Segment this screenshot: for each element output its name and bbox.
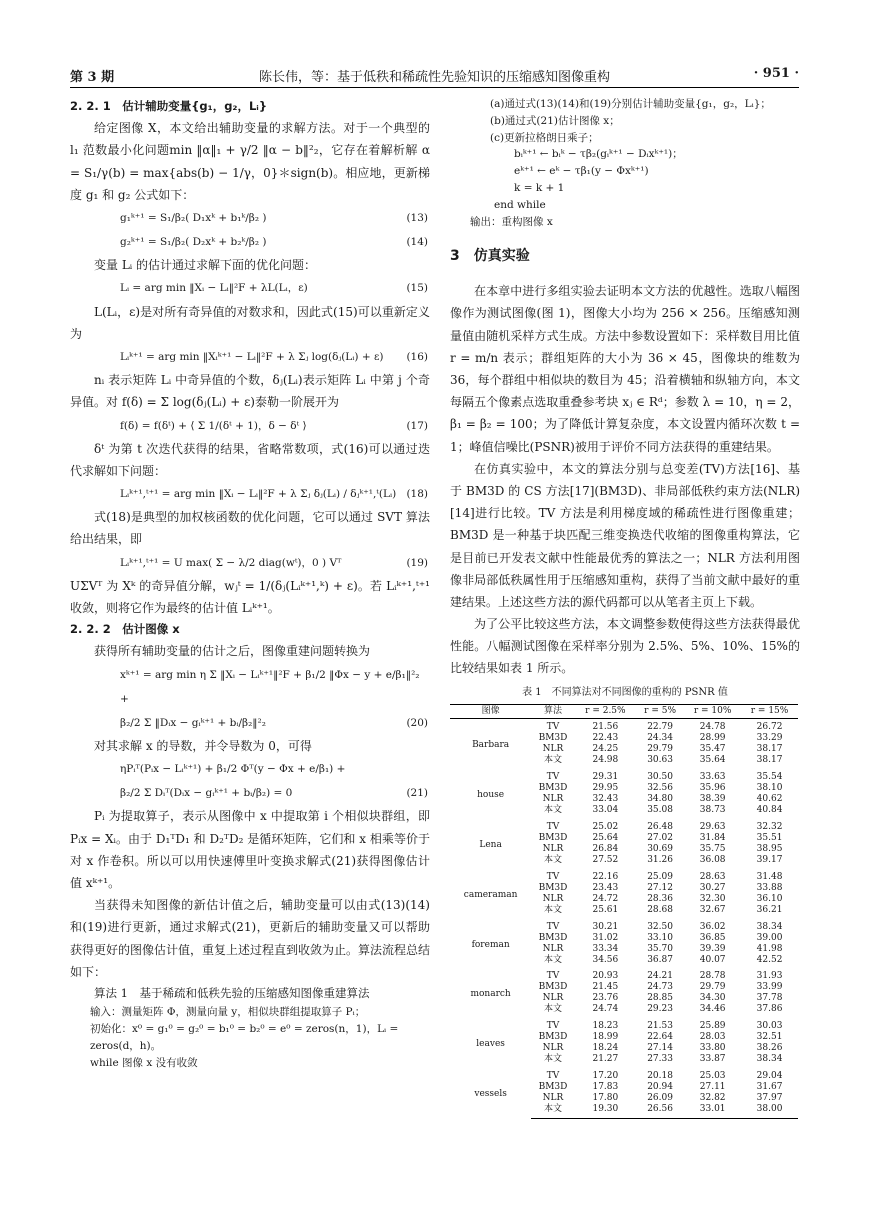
psnr-cell: 41.98 <box>756 943 783 954</box>
psnr-cell: 38.39 <box>699 793 726 804</box>
psnr-cell: 22.16 <box>592 871 619 882</box>
psnr-cell: 21.45 <box>592 982 619 993</box>
algorithm-step-c3: k = k + 1 <box>514 181 565 194</box>
psnr-cell: 24.21 <box>647 971 673 982</box>
algorithm-end: end while <box>494 198 546 211</box>
psnr-cell: 24.25 <box>592 744 619 755</box>
psnr-cell: 33.04 <box>592 804 619 815</box>
psnr-cell: 32.50 <box>647 921 673 932</box>
image-name-cell: monarch <box>470 989 511 1000</box>
psnr-cell: 29.31 <box>592 771 619 782</box>
table-header-row <box>450 705 798 719</box>
method-cell: BM3D <box>538 782 568 793</box>
psnr-cell: 34.56 <box>592 954 619 965</box>
table-row <box>450 869 798 883</box>
psnr-cell: 33.80 <box>699 1043 726 1054</box>
table-row <box>450 1068 798 1082</box>
psnr-cell: 42.52 <box>756 954 783 965</box>
image-name-cell: cameraman <box>463 889 518 900</box>
paragraph: 在本章中进行多组实验去证明本文方法的优越性。选取八幅图像作为测试图像(图 1)，图像大小均为 256 × 256。压缩感知测量值由随机采样方式生成。方法中参数设置如下：采样数目用比值 r = m/n 表示；群组矩阵的大小为 36 × 45，图像块的维数为 36，每个群组中相似块的数目为 45；沿着横轴和纵轴方向，本文每隔五个像素点选取重叠参考块 xⱼ ∈ Rᵈ；参数 λ = 10，η = 2，β₁ = β₂ = 100；为了降低计算复杂度，本文设置内循环次数 t = 1；峰值信噪比(PSNR)被用于评价不同方法获得的重建结果。 <box>450 284 800 454</box>
method-cell: BM3D <box>538 733 568 744</box>
image-name-cell: Barbara <box>472 740 510 751</box>
method-cell: NLR <box>542 793 564 804</box>
method-cell: BM3D <box>538 882 568 893</box>
psnr-cell: 33.88 <box>756 882 783 893</box>
psnr-cell: 26.72 <box>756 722 783 733</box>
psnr-cell: 38.73 <box>699 804 726 815</box>
header-cell: r = 2.5% <box>575 705 636 719</box>
image-name-cell: Lena <box>479 839 502 850</box>
paragraph: 获得所有辅助变量的估计之后，图像重建问题转换为 <box>94 644 371 659</box>
psnr-cell: 22.79 <box>647 722 673 733</box>
psnr-cell: 34.46 <box>699 1004 726 1015</box>
psnr-cell: 21.56 <box>592 722 619 733</box>
method-cell: BM3D <box>538 982 568 993</box>
psnr-cell: 18.24 <box>592 1043 619 1054</box>
psnr-cell: 26.09 <box>647 1093 673 1104</box>
psnr-cell: 32.82 <box>699 1093 726 1104</box>
equation-14: g₂ᵏ⁺¹ = S₁/β₂( D₂xᵏ + b₂ᵏ/β₂ ) (14) <box>120 236 428 249</box>
psnr-cell: 30.50 <box>647 771 673 782</box>
psnr-cell: 28.03 <box>699 1032 726 1043</box>
psnr-cell: 40.62 <box>756 793 783 804</box>
method-cell: TV <box>546 722 560 733</box>
psnr-cell: 33.10 <box>647 932 673 943</box>
psnr-cell: 38.26 <box>756 1043 783 1054</box>
method-cell: TV <box>546 1021 560 1032</box>
psnr-cell: 33.01 <box>684 1104 741 1118</box>
psnr-cell: 35.08 <box>647 804 673 815</box>
equation-20-line2: β₂/2 Σ ‖Dᵢx − gᵢᵏ⁺¹ + bᵢ/β₂‖²₂ (20) <box>120 716 428 729</box>
psnr-cell: 31.93 <box>756 971 783 982</box>
psnr-cell: 36.85 <box>699 932 726 943</box>
method-cell: TV <box>546 921 560 932</box>
image-name-cell: foreman <box>471 939 510 950</box>
algorithm-while: while 图像 x 没有收敛 <box>90 1056 198 1069</box>
psnr-cell: 33.29 <box>756 733 783 744</box>
psnr-cell: 35.47 <box>699 744 726 755</box>
psnr-cell: 36.21 <box>756 904 783 915</box>
psnr-cell: 24.74 <box>592 1004 619 1015</box>
psnr-cell: 35.96 <box>699 782 726 793</box>
equation-18: Lᵢᵏ⁺¹,ᵗ⁺¹ = arg min ‖Xᵢ − Lᵢ‖²F + λ Σⱼ δⱼ(Lᵢ) / δⱼᵏ⁺¹,ᵗ(Lᵢ) (18) <box>120 488 428 501</box>
psnr-cell: 40.07 <box>699 954 726 965</box>
algorithm-init: 初始化：x⁰ = g₁⁰ = g₂⁰ = b₁⁰ = b₂⁰ = e⁰ = zeros(n，1)，Lᵢ = zeros(d，h)。 <box>90 1022 399 1052</box>
psnr-cell: 18.99 <box>592 1032 619 1043</box>
table-row <box>450 968 798 982</box>
psnr-cell: 39.39 <box>699 943 726 954</box>
psnr-cell: 33.99 <box>756 982 783 993</box>
method-cell: TV <box>546 1071 560 1082</box>
method-cell: NLR <box>542 1043 564 1054</box>
table-row <box>450 919 798 933</box>
method-cell: BM3D <box>538 832 568 843</box>
psnr-cell: 39.00 <box>756 932 783 943</box>
psnr-cell: 31.02 <box>592 932 619 943</box>
issue-number: 第 3 期 <box>70 70 115 85</box>
psnr-cell: 32.43 <box>592 793 619 804</box>
method-cell: 本文 <box>543 904 562 915</box>
right-column <box>450 96 800 1119</box>
method-cell: NLR <box>542 744 564 755</box>
psnr-cell: 27.52 <box>592 854 619 865</box>
psnr-cell: 38.95 <box>756 843 783 854</box>
method-cell: NLR <box>542 893 564 904</box>
psnr-cell: 26.48 <box>647 821 673 832</box>
psnr-cell: 34.30 <box>699 993 726 1004</box>
method-cell: 本文 <box>543 804 562 815</box>
running-title: 陈长伟，等：基于低秩和稀疏性先验知识的压缩感知图像重构 <box>258 70 610 85</box>
psnr-cell: 21.27 <box>592 1054 619 1065</box>
psnr-cell: 25.02 <box>592 821 619 832</box>
psnr-cell: 31.26 <box>647 854 673 865</box>
psnr-cell: 39.17 <box>756 854 783 865</box>
psnr-cell: 32.32 <box>756 821 783 832</box>
method-cell: 本文 <box>543 1004 562 1015</box>
image-name-cell: vessels <box>474 1089 507 1100</box>
paragraph: 式(18)是典型的加权核函数的优化问题，它可以通过 SVT 算法给出结果，即 <box>70 510 430 547</box>
psnr-cell: 36.87 <box>647 954 673 965</box>
header-cell: 算法 <box>531 705 575 719</box>
subsection-2-2-2: 2. 2. 2 估计图像 x <box>70 622 180 637</box>
psnr-cell: 38.00 <box>741 1104 798 1118</box>
table-caption: 表 1 不同算法对不同图像的重构的 PSNR 值 <box>522 686 728 698</box>
method-cell: 本文 <box>543 954 562 965</box>
psnr-cell: 29.79 <box>699 982 726 993</box>
psnr-cell: 24.72 <box>592 893 619 904</box>
psnr-cell: 31.48 <box>756 871 783 882</box>
psnr-cell: 35.54 <box>756 771 783 782</box>
psnr-cell: 30.03 <box>756 1021 783 1032</box>
method-cell: 本文 <box>543 854 562 865</box>
psnr-cell: 17.80 <box>592 1093 619 1104</box>
psnr-cell: 25.89 <box>699 1021 726 1032</box>
paragraph: 在仿真实验中，本文的算法分别与总变差(TV)方法[16]、基于 BM3D 的 CS 方法[17](BM3D)、非局部低秩约束方法(NLR)[14]进行比较。TV 方法是利用梯度域的稀疏性进行图像重建；BM3D 是一种基于块匹配三维变换迭代收缩的图像重构算法，它是目前已开发表文献中性能最优秀的算法之一；NLR 方法利用图像非局部低秩属性用于压缩感知重构，获得了当前文献中最好的重建结果。上述这些方法的源代码都可以从笔者主页上下载。 <box>450 461 800 609</box>
psnr-cell: 27.02 <box>647 832 673 843</box>
psnr-cell: 36.02 <box>699 921 726 932</box>
method-cell: NLR <box>542 1093 564 1104</box>
equation-16: Lᵢᵏ⁺¹ = arg min ‖Xᵢᵏ⁺¹ − Lᵢ‖²F + λ Σⱼ log(δⱼ(Lᵢ) + ε) (16) <box>120 351 428 363</box>
paragraph: 为了公平比较这些方法，本文调整参数使得这些方法获得最优性能。八幅测试图像在采样率分别为 2.5%、5%、10%、15%的比较结果如表 1 所示。 <box>450 617 800 676</box>
left-column <box>70 96 430 1071</box>
psnr-cell: 31.67 <box>756 1082 783 1093</box>
psnr-cell: 32.67 <box>699 904 726 915</box>
paragraph: 变量 Lᵢ 的估计通过求解下面的优化问题： <box>94 258 317 273</box>
psnr-cell: 35.64 <box>699 755 726 766</box>
paragraph: L(Lᵢ，ε)是对所有奇异值的对数求和，因此式(15)可以重新定义为 <box>70 304 430 341</box>
paragraph: 给定图像 X，本文给出辅助变量的求解方法。对于一个典型的 l₁ 范数最小化问题min ‖α‖₁ + γ/2 ‖α − b‖²₂，它存在着解析解 α = S₁/γ(b) = max{abs(b) − 1/γ，0}＊sign(b)。相应地，更新梯度 g₁ 和 g₂ 公式如下： <box>70 121 430 202</box>
method-cell: BM3D <box>538 932 568 943</box>
table-row <box>450 719 798 733</box>
paragraph: Pᵢ 为提取算子，表示从图像中 x 中提取第 i 个相似块群组，即 Pᵢx = Xᵢ。由于 D₁ᵀD₁ 和 D₂ᵀD₂ 是循环矩阵，它们和 x 相乘等价于对 x 作卷积。所以可以用快速傅里叶变换求解式(21)获得图像估计值 xᵏ⁺¹。 <box>70 809 430 890</box>
method-cell: TV <box>546 871 560 882</box>
header-cell: 图像 <box>450 705 531 719</box>
header-cell: r = 10% <box>684 705 741 719</box>
psnr-cell: 38.17 <box>756 755 783 766</box>
psnr-cell: 28.85 <box>647 993 673 1004</box>
psnr-cell: 30.27 <box>699 882 726 893</box>
psnr-cell: 29.63 <box>699 821 726 832</box>
running-header <box>70 66 799 86</box>
psnr-cell: 29.04 <box>756 1071 783 1082</box>
psnr-cell: 29.23 <box>647 1004 673 1015</box>
psnr-cell: 25.09 <box>647 871 673 882</box>
psnr-cell: 24.73 <box>647 982 673 993</box>
header-cell: r = 15% <box>741 705 798 719</box>
section-3-heading: 3 仿真实验 <box>450 248 530 265</box>
psnr-cell: 36.08 <box>699 854 726 865</box>
psnr-cell: 18.23 <box>592 1021 619 1032</box>
method-cell: BM3D <box>538 1082 568 1093</box>
method-cell: TV <box>546 771 560 782</box>
method-cell: BM3D <box>538 1032 568 1043</box>
psnr-cell: 34.80 <box>647 793 673 804</box>
psnr-cell: 24.34 <box>647 733 673 744</box>
paragraph: 对其求解 x 的导数，并令导数为 0，可得 <box>94 738 312 753</box>
psnr-cell: 26.56 <box>636 1104 684 1118</box>
equation-21-line2: β₂/2 Σ Dᵢᵀ(Dᵢx − gᵢᵏ⁺¹ + bᵢ/β₂) = 0 (21) <box>120 787 428 800</box>
psnr-cell: 25.03 <box>699 1071 726 1082</box>
equation-15: Lᵢ = arg min ‖Xᵢ − Lᵢ‖²F + λL(Lᵢ，ε) (15) <box>120 282 428 295</box>
method-cell: NLR <box>542 843 564 854</box>
algorithm-step-c: (c)更新拉格朗日乘子； <box>490 131 599 144</box>
psnr-cell: 23.76 <box>592 993 619 1004</box>
algorithm-block-cont <box>450 96 800 230</box>
psnr-cell: 24.98 <box>592 755 619 766</box>
psnr-cell: 22.64 <box>647 1032 673 1043</box>
method-cell: TV <box>546 821 560 832</box>
psnr-cell: 38.17 <box>756 744 783 755</box>
psnr-cell: 30.21 <box>592 921 619 932</box>
algorithm-step-c1: bᵢᵏ⁺¹ ← bᵢᵏ − τβ₂(gᵢᵏ⁺¹ − Dᵢxᵏ⁺¹)； <box>514 148 683 161</box>
algorithm-input: 输入：测量矩阵 Φ，测量向量 y，相似块群组提取算子 Pᵢ； <box>90 1006 366 1019</box>
psnr-cell: 25.64 <box>592 832 619 843</box>
psnr-cell: 19.30 <box>575 1104 636 1118</box>
psnr-cell: 30.63 <box>647 755 673 766</box>
psnr-cell: 29.95 <box>592 782 619 793</box>
psnr-cell: 28.78 <box>699 971 726 982</box>
method-cell: 本文 <box>543 755 562 766</box>
psnr-cell: 33.34 <box>592 943 619 954</box>
psnr-cell: 24.78 <box>699 722 726 733</box>
psnr-cell: 27.11 <box>699 1082 726 1093</box>
paragraph: δᵗ 为第 t 次迭代获得的结果，省略常数项，式(16)可以通过迭代求解如下问题： <box>70 441 430 478</box>
equation-13: g₁ᵏ⁺¹ = S₁/β₂( D₁xᵏ + b₁ᵏ/β₂ ) (13) <box>120 212 428 225</box>
algorithm-block <box>70 1004 430 1071</box>
psnr-cell: 28.63 <box>699 871 726 882</box>
method-cell: NLR <box>542 993 564 1004</box>
algorithm-step-a: (a)通过式(13)(14)和(19)分别估计辅助变量{g₁，g₂，Lᵢ}； <box>490 98 771 110</box>
table-row <box>450 1018 798 1032</box>
psnr-cell: 38.10 <box>756 782 783 793</box>
psnr-cell: 28.99 <box>699 733 726 744</box>
psnr-cell: 17.20 <box>592 1071 619 1082</box>
psnr-cell: 27.33 <box>647 1054 673 1065</box>
table-body <box>450 719 798 1119</box>
psnr-cell: 37.86 <box>756 1004 783 1015</box>
psnr-cell: 30.69 <box>647 843 673 854</box>
psnr-cell: 31.84 <box>699 832 726 843</box>
paragraph: UΣVᵀ 为 Xᵏ 的奇异值分解，wⱼᵗ = 1/(δⱼ(Lᵢᵏ⁺¹,ᵏ) + ε)。若 Lᵢᵏ⁺¹,ᵗ⁺¹ 收敛，则将它作为最终的估计值 Lᵢᵏ⁺¹。 <box>70 578 430 615</box>
psnr-cell: 22.43 <box>592 733 619 744</box>
psnr-cell: 36.10 <box>756 893 783 904</box>
psnr-cell: 38.34 <box>756 921 783 932</box>
psnr-cell: 37.78 <box>756 993 783 1004</box>
psnr-cell: 27.14 <box>647 1043 673 1054</box>
equation-20-line1: xᵏ⁺¹ = arg min η Σ ‖Xᵢ − Lᵢᵏ⁺¹‖²F + β₁/2 ‖Φx − y + e/β₁‖²₂ + <box>120 668 420 705</box>
psnr-cell: 32.56 <box>647 782 673 793</box>
header-rule <box>70 87 799 88</box>
algorithm-output: 输出：重构图像 x <box>470 215 553 228</box>
method-cell: 本文 <box>543 1054 562 1065</box>
psnr-cell: 23.43 <box>592 882 619 893</box>
paragraph: 当获得未知图像的新估计值之后，辅助变量可以由式(13)(14)和(19)进行更新，通过求解式(21)，更新后的辅助变量又可以帮助获得更好的图像估计值，重复上述过程直到收敛为止。算法流程总结如下： <box>70 898 431 979</box>
equation-17: f(δ) = f(δᵗ) + ⟨ Σ 1/(δᵗ + 1)，δ − δᵗ ⟩ (17) <box>120 419 428 432</box>
psnr-cell: 32.30 <box>699 893 726 904</box>
method-cell: 本文 <box>531 1104 575 1118</box>
header-cell: r = 5% <box>636 705 684 719</box>
psnr-cell: 20.93 <box>592 971 619 982</box>
psnr-cell: 38.34 <box>756 1054 783 1065</box>
psnr-cell: 28.68 <box>647 904 673 915</box>
psnr-cell: 26.84 <box>592 843 619 854</box>
psnr-cell: 35.51 <box>756 832 783 843</box>
table-row <box>450 769 798 783</box>
psnr-cell: 20.18 <box>647 1071 673 1082</box>
psnr-cell: 17.83 <box>592 1082 619 1093</box>
psnr-cell: 33.87 <box>699 1054 726 1065</box>
psnr-cell: 25.61 <box>592 904 619 915</box>
psnr-cell: 32.51 <box>756 1032 783 1043</box>
image-name-cell: house <box>477 789 505 800</box>
psnr-table <box>450 704 798 1119</box>
image-name-cell: leaves <box>476 1039 505 1050</box>
method-cell: NLR <box>542 943 564 954</box>
psnr-cell: 28.36 <box>647 893 673 904</box>
psnr-cell: 37.97 <box>756 1093 783 1104</box>
paragraph: nᵢ 表示矩阵 Lᵢ 中奇异值的个数，δⱼ(Lᵢ)表示矩阵 Lᵢ 中第 j 个奇异值。对 f(δ) = Σ log(δⱼ(Lᵢ) + ε)泰勒一阶展开为 <box>70 373 430 410</box>
psnr-cell: 35.75 <box>699 843 726 854</box>
psnr-cell: 33.63 <box>699 771 726 782</box>
algorithm-step-b: (b)通过式(21)估计图像 x； <box>490 114 620 127</box>
psnr-cell: 29.79 <box>647 744 673 755</box>
table-row <box>450 819 798 833</box>
algorithm-title: 算法 1 基于稀疏和低秩先验的压缩感知图像重建算法 <box>94 985 370 1000</box>
psnr-cell: 21.53 <box>647 1021 673 1032</box>
page-number: · 951 · <box>753 66 799 81</box>
subsection-2-2-1: 2. 2. 1 估计辅助变量{g₁，g₂，Lᵢ} <box>70 99 268 113</box>
equation-19: Lᵢᵏ⁺¹,ᵗ⁺¹ = U max( Σ − λ/2 diag(wᵗ)，0 ) Vᵀ (19) <box>120 556 428 569</box>
psnr-cell: 40.84 <box>756 804 783 815</box>
equation-21-line1: ηPᵢᵀ(Pᵢx − Lᵢᵏ⁺¹) + β₁/2 Φᵀ(y − Φx + e/β₁) + <box>120 763 346 776</box>
psnr-cell: 35.70 <box>647 943 673 954</box>
psnr-cell: 27.12 <box>647 882 673 893</box>
algorithm-step-c2: eᵏ⁺¹ ← eᵏ − τβ₁(y − Φxᵏ⁺¹) <box>514 165 649 178</box>
method-cell: TV <box>546 971 560 982</box>
psnr-cell: 20.94 <box>647 1082 673 1093</box>
